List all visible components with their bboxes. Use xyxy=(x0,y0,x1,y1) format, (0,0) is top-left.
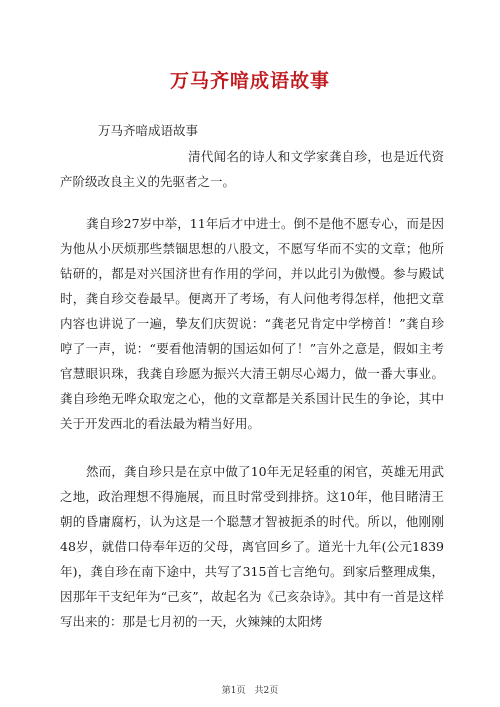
intro-paragraph: 清代闻名的诗人和文学家龚自珍，也是近代资产阶级改良主义的先驱者之一。 xyxy=(60,149,444,189)
body-paragraph: 龚自珍27岁中举，11年后才中进士。倒不是他不愿专心，而是因为他从小厌烦那些禁锢思想的八股文，不愿写华而不实的文章；他所钻研的，都是对兴国济世有作用的学问，并以此引为傲慢。参与殿试时，龚自珍交卷最早。便离开了考场，有人问他考得怎样，他把文章内容也讲说了一遍，挚友们庆贺说：“龚老兄肯定中学榜首！”龚自珍哼了一声，说：“要看他清朝的国运如何了！”言外之意是，假如主考官慧眼识珠，我龚自珍愿为振兴大清王朝尽心竭力，做一番大事业。龚自珍绝无哗众取宠之心，他的文章都是关系国计民生的争论，其中关于开发西北的看法最为精当好用。 xyxy=(60,216,444,431)
document-title: 万马齐喑成语故事 xyxy=(169,70,330,92)
document-subtitle: 万马齐喑成语故事 xyxy=(98,123,199,138)
body-paragraph: 然而，龚自珍只是在京中做了10年无足轻重的闲官，英雄无用武之地，政治理想不得施展，而且时常受到排挤。这10年，他目睹清王朝的昏庸腐朽，认为这是一个聪慧才智被扼杀的时代。所以，他刚刚48岁，就借口侍奉年迈的父母，离官回乡了。道光十九年(公元1839年)，龚自珍在南下途中，共写了315首七言绝句。到家后整理成集，因那年干支纪年为“己亥”，故起名为《己亥杂诗》。其中有一首是这样写出来的：那是七月初的一天，火辣辣的太阳烤 xyxy=(60,464,444,629)
page-number-footer: 第1页 共2页 xyxy=(221,686,279,696)
